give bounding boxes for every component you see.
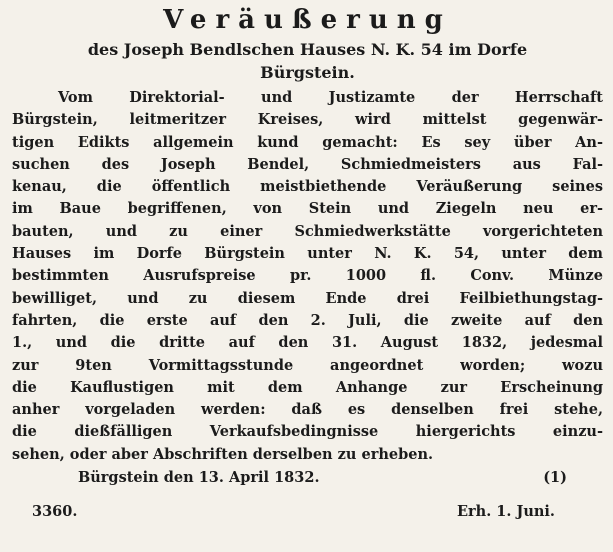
subtitle-line-2: Bürgstein.: [260, 63, 355, 82]
notice-body: [12, 87, 603, 466]
dateline: [12, 467, 603, 489]
body-line: bauten, und zu einer Schmiedwerkstätte vorgerichteten: [12, 222, 603, 240]
body-line: bewilliget, und zu diesem Ende drei Feilbiethungstag-: [12, 289, 603, 307]
body-line: Bürgstein, leitmeritzer Kreises, wird mittelst gegenwär-: [12, 111, 603, 129]
insertion-number: (1): [543, 469, 567, 487]
body-line: zur 9ten Vormittagsstunde angeordnet worden; wozu: [12, 356, 603, 374]
notice-title: Veräußerung: [163, 5, 452, 35]
footer: [12, 501, 603, 523]
body-line: fahrten, die erste auf den 2. Juli, die zweite auf den: [12, 311, 603, 329]
body-line: Hauses im Dorfe Bürgstein unter N. K. 54, unter dem: [12, 245, 603, 263]
body-line: die Kauflustigen mit dem Anhange zur Erscheinung: [12, 378, 603, 396]
body-line: anher vorgeladen werden: daß es denselben frei stehe,: [12, 401, 603, 419]
body-line: 1., und die dritte auf den 31. August 1832, jedesmal: [12, 334, 603, 352]
body-line: bestimmten Ausrufspreise pr. 1000 fl. Conv. Münze: [12, 267, 603, 285]
body-line: tigen Edikts allgemein kund gemacht: Es sey über An-: [12, 133, 603, 151]
place-and-date: Bürgstein den 13. April 1832.: [78, 469, 320, 487]
reference-number: 3360.: [32, 503, 78, 521]
notice-subtitle: [12, 38, 603, 84]
body-line: suchen des Joseph Bendel, Schmiedmeisters aus Fal-: [12, 155, 603, 173]
body-line: die dießfälligen Verkaufsbedingnisse hiergerichts einzu-: [12, 423, 603, 441]
body-line: kenau, die öffentlich meistbiethende Veräußerung seines: [12, 178, 603, 196]
body-line: im Baue begriffenen, von Stein und Ziegeln neu er-: [12, 200, 603, 218]
subtitle-line-1: des Joseph Bendlschen Hauses N. K. 54 im Dorfe: [87, 40, 528, 59]
body-line: Vom Direktorial- und Justizamte der Herrschaft: [58, 89, 603, 106]
body-line: sehen, oder aber Abschriften derselben zu erheben.: [12, 445, 434, 463]
issue-date: Erh. 1. Juni.: [456, 503, 555, 521]
